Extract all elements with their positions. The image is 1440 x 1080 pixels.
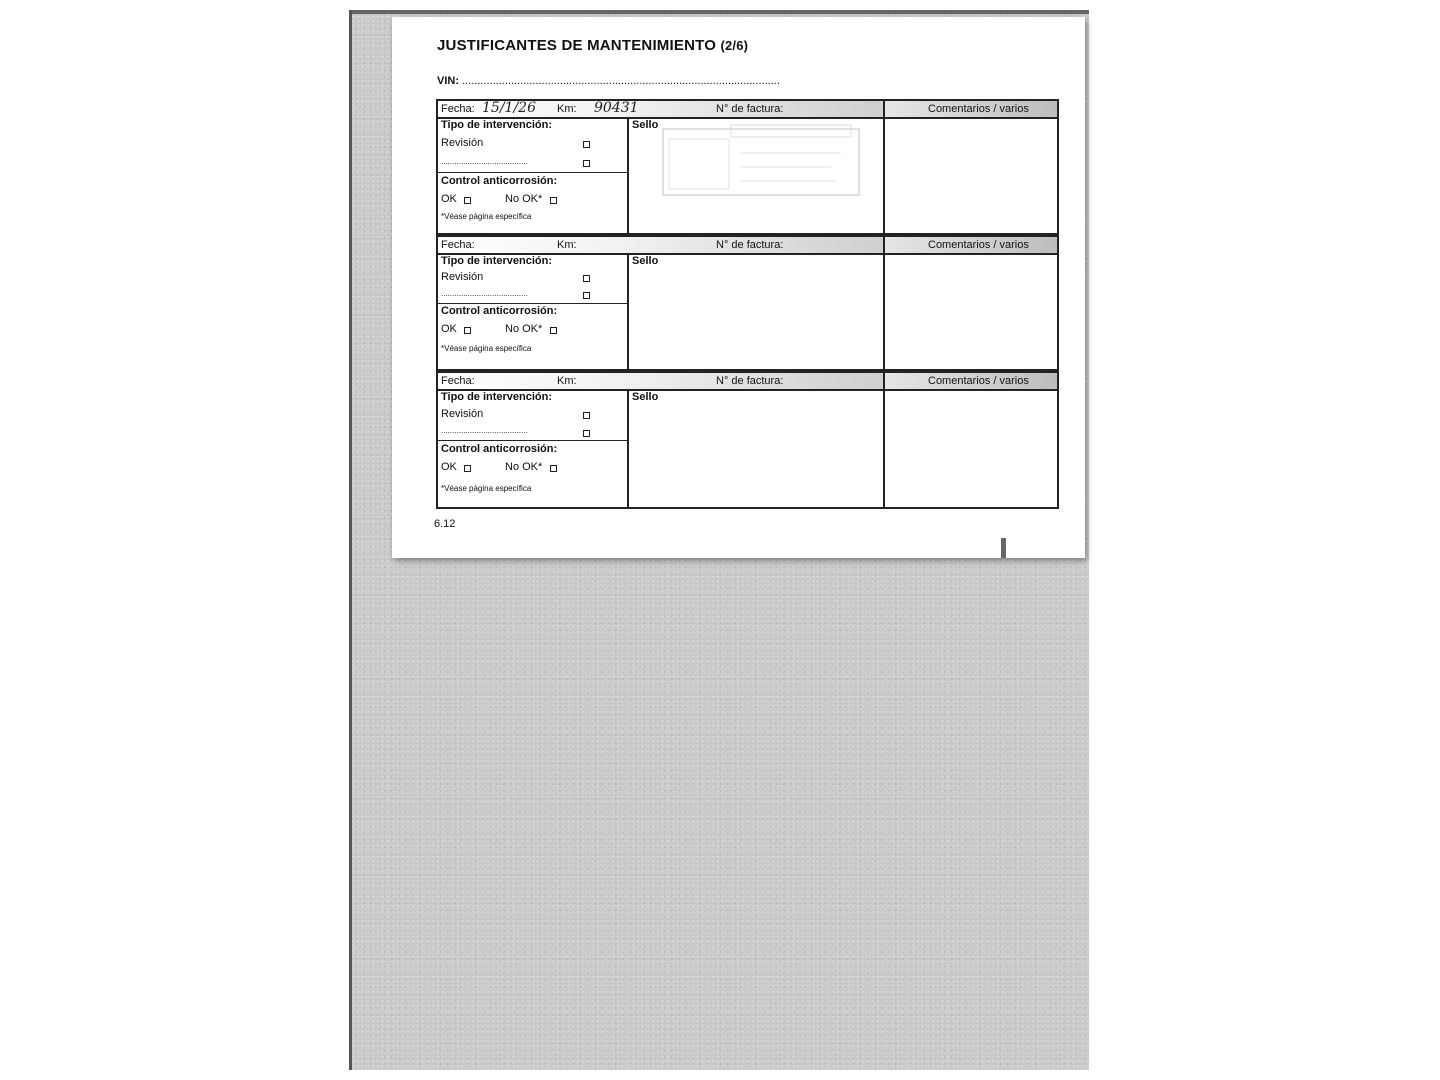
factura-label: N° de factura: <box>716 103 784 115</box>
sello-label: Sello <box>632 391 659 403</box>
page-title <box>437 37 748 54</box>
ok-label: OK <box>441 193 457 205</box>
ok-checkbox[interactable] <box>464 327 471 334</box>
ok-checkbox[interactable] <box>464 197 471 204</box>
tipo-label: Tipo de intervención: <box>441 119 553 131</box>
ok-label: OK <box>441 323 457 335</box>
sello-label: Sello <box>632 255 659 267</box>
km-label: Km: <box>557 375 577 387</box>
control-label: Control anticorrosión: <box>441 305 558 317</box>
vin-line <box>437 75 780 87</box>
maintenance-page <box>392 17 1085 558</box>
comentarios-label: Comentarios / varios <box>928 239 1029 251</box>
intervention-cell <box>438 391 629 507</box>
nook-label: No OK* <box>505 323 543 335</box>
other-intervention-line: ....................................... <box>441 289 528 298</box>
maintenance-record-3 <box>436 371 1059 509</box>
comentarios-label: Comentarios / varios <box>928 103 1029 115</box>
km-label: Km: <box>557 239 577 251</box>
note-text: *Véase página específica <box>441 212 532 221</box>
sello-cell <box>629 119 885 233</box>
sello-cell <box>629 391 885 507</box>
record-header-left <box>438 237 885 253</box>
nook-label: No OK* <box>505 193 543 205</box>
fecha-label: Fecha: <box>441 239 475 251</box>
title-part: (2/6) <box>720 38 749 53</box>
tipo-label: Tipo de intervención: <box>441 391 553 403</box>
control-label: Control anticorrosión: <box>441 175 558 187</box>
vin-value: ........................................................................................................ <box>462 75 780 87</box>
control-label: Control anticorrosión: <box>441 443 558 455</box>
nook-checkbox[interactable] <box>550 197 557 204</box>
revision-checkbox[interactable] <box>583 141 590 148</box>
tipo-label: Tipo de intervención: <box>441 255 553 267</box>
maintenance-record-2 <box>436 235 1059 371</box>
revision-label: Revisión <box>441 271 484 283</box>
record-header <box>438 237 1057 255</box>
note-text: *Véase página específica <box>441 484 532 493</box>
comentarios-cell <box>885 119 1057 233</box>
vin-label: VIN: <box>437 75 459 87</box>
page-edge-mark <box>1001 538 1006 558</box>
sello-label: Sello <box>632 119 659 131</box>
revision-checkbox[interactable] <box>583 412 590 419</box>
maintenance-record-1 <box>436 99 1059 235</box>
intervention-type-section <box>438 119 627 173</box>
nook-label: No OK* <box>505 461 543 473</box>
fecha-label: Fecha: <box>441 375 475 387</box>
other-checkbox[interactable] <box>583 292 590 299</box>
ok-label: OK <box>441 461 457 473</box>
intervention-type-section <box>438 255 627 304</box>
nook-checkbox[interactable] <box>550 465 557 472</box>
record-header <box>438 101 1057 119</box>
record-header <box>438 373 1057 391</box>
record-header-left <box>438 373 885 389</box>
page-number: 6.12 <box>434 518 456 530</box>
other-checkbox[interactable] <box>583 160 590 167</box>
revision-label: Revisión <box>441 137 484 149</box>
ok-checkbox[interactable] <box>464 465 471 472</box>
revision-checkbox[interactable] <box>583 275 590 282</box>
other-intervention-line: ....................................... <box>441 157 528 166</box>
factura-label: N° de factura: <box>716 239 784 251</box>
other-intervention-line: ....................................... <box>441 426 528 435</box>
factura-label: N° de factura: <box>716 375 784 387</box>
other-checkbox[interactable] <box>583 430 590 437</box>
comentarios-cell <box>885 391 1057 507</box>
note-text: *Véase página específica <box>441 344 532 353</box>
faint-stamp-image <box>661 123 861 201</box>
title-text: JUSTIFICANTES DE MANTENIMIENTO <box>437 37 717 54</box>
intervention-type-section <box>438 391 627 441</box>
fecha-label: Fecha: <box>441 103 475 115</box>
fecha-value: 15/1/26 <box>482 100 536 116</box>
intervention-cell <box>438 119 629 233</box>
sello-cell <box>629 255 885 369</box>
comentarios-cell <box>885 255 1057 369</box>
nook-checkbox[interactable] <box>550 327 557 334</box>
km-label: Km: <box>557 103 577 115</box>
revision-label: Revisión <box>441 408 484 420</box>
km-value: 90431 <box>594 100 639 116</box>
intervention-cell <box>438 255 629 369</box>
scan-edge <box>352 10 1089 14</box>
comentarios-label: Comentarios / varios <box>928 375 1029 387</box>
